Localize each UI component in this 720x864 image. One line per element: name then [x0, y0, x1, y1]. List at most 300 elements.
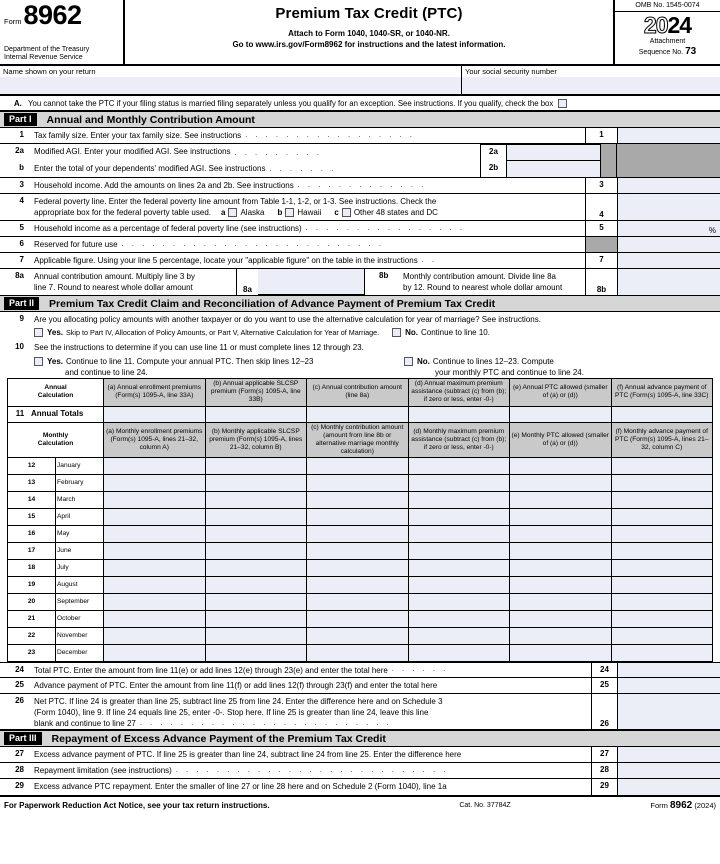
line-2a-leader: . . . . . . . . .	[234, 150, 323, 157]
department-line-2: Internal Revenue Service	[4, 54, 83, 62]
ssn-field-wrapper[interactable]	[462, 66, 720, 94]
line-5-row	[0, 221, 720, 237]
line-4-option-a-label: Alaska	[240, 208, 265, 217]
ssn-caption: Your social security number	[465, 67, 557, 76]
line-25-leader	[437, 691, 591, 693]
line-4-text-wrap	[30, 194, 585, 220]
form-number-group	[4, 2, 119, 29]
part-3-banner	[0, 730, 720, 747]
line-7-value[interactable]	[617, 253, 720, 268]
line-3-value[interactable]	[617, 178, 720, 193]
other-48-states-checkbox[interactable]	[342, 208, 351, 217]
month-row-label: December	[56, 645, 104, 662]
line-a-checkbox[interactable]	[558, 99, 567, 108]
line-8b-number: 8b	[379, 271, 389, 280]
table-row	[8, 458, 713, 475]
part-1-banner	[0, 111, 720, 128]
month-cell-f[interactable]	[611, 475, 713, 492]
line-27-row	[0, 747, 720, 763]
line-1-box-label: 1	[585, 128, 617, 143]
line-6-leader: . . . . . . . . . . . . . . . . . . . . . . . . . .	[121, 241, 384, 248]
monthly-col-d-header: (d) Monthly maximum premium assistance (subtract (c) from (b); if zero or less, enter -0-)	[408, 422, 510, 458]
attach-instruction: Attach to Form 1040, 1040-SR, or 1040-NR.	[288, 29, 450, 38]
month-cell-b[interactable]	[205, 645, 307, 662]
table-row	[8, 628, 713, 645]
omb-number: OMB No. 1545-0074	[615, 0, 720, 12]
ssn-input[interactable]	[462, 77, 720, 94]
line-7-leader: . .	[421, 257, 438, 264]
table-row	[8, 577, 713, 594]
month-row-label: April	[56, 509, 104, 526]
month-cell-d[interactable]	[408, 526, 510, 543]
month-cell-a[interactable]	[104, 543, 206, 560]
month-cell-d[interactable]	[408, 611, 510, 628]
month-row-label: February	[56, 475, 104, 492]
line-5-percent-symbol: %	[708, 226, 716, 235]
line-3-row	[0, 178, 720, 194]
month-cell-b[interactable]	[205, 577, 307, 594]
line-24-leader: . . . . . .	[391, 666, 449, 674]
line-10-yes-option[interactable]	[34, 356, 404, 378]
annual-calculation-label	[8, 379, 104, 407]
line-28-text: Repayment limitation (see instructions)	[34, 766, 172, 776]
department-block	[4, 46, 119, 64]
month-cell-c[interactable]	[307, 475, 409, 492]
attachment-label: Attachment	[649, 38, 686, 45]
month-cell-e[interactable]	[510, 543, 612, 560]
month-cell-f[interactable]	[611, 543, 713, 560]
footer-form-number: 8962	[669, 799, 693, 811]
table-row	[8, 645, 713, 662]
line-8a-value[interactable]	[258, 269, 364, 295]
line-1-text-wrap	[30, 128, 585, 143]
line-3-text: Household income. Add the amounts on lines 2a and 2b. See instructions	[34, 181, 294, 190]
form-footer	[0, 795, 720, 812]
month-row-number: 17	[8, 543, 56, 560]
form-word-label: Form	[4, 17, 22, 26]
month-cell-e[interactable]	[510, 577, 612, 594]
line-3-number: 3	[19, 180, 24, 189]
month-cell-e[interactable]	[510, 611, 612, 628]
name-caption: Name shown on your return	[3, 67, 96, 76]
month-cell-a[interactable]	[104, 645, 206, 662]
line-24-value[interactable]	[617, 663, 720, 677]
line-2b-number: b	[19, 163, 24, 172]
annual-totals-row	[8, 406, 713, 422]
month-cell-d[interactable]	[408, 475, 510, 492]
line-2b-shade-right	[616, 161, 720, 177]
month-cell-f[interactable]	[611, 526, 713, 543]
month-cell-a[interactable]	[104, 475, 206, 492]
line-8a-text-2: line 7. Round to nearest whole dollar amount	[34, 283, 193, 292]
month-row-number: 21	[8, 611, 56, 628]
tax-year-suffix: 24	[667, 12, 692, 38]
line-2a-value[interactable]	[506, 144, 600, 161]
line-10-text-wrap	[30, 340, 720, 378]
month-row-label: January	[56, 458, 104, 475]
month-row-label: March	[56, 492, 104, 509]
line-2a-box-label: 2a	[480, 144, 506, 161]
line-4-option-b-label: Hawaii	[297, 208, 322, 217]
attachment-sequence	[615, 38, 720, 58]
month-cell-d[interactable]	[408, 577, 510, 594]
line-25-box-label: 25	[591, 678, 617, 693]
catalog-number: Cat. No. 37784Z	[459, 801, 511, 809]
line-1-row	[0, 128, 720, 144]
line-10-row	[0, 340, 720, 378]
line-4-value[interactable]	[617, 194, 720, 220]
line-10-no-checkbox[interactable]	[404, 357, 413, 366]
month-row-label: September	[56, 594, 104, 611]
month-cell-b[interactable]	[205, 611, 307, 628]
line-26-number: 26	[15, 696, 24, 706]
month-cell-b[interactable]	[205, 560, 307, 577]
line-26-value[interactable]	[617, 694, 720, 729]
month-cell-a[interactable]	[104, 611, 206, 628]
footer-form-year: (2024)	[694, 800, 716, 810]
line-8a-text-wrap	[30, 269, 236, 295]
month-cell-a[interactable]	[104, 509, 206, 526]
line-26-text-1: Net PTC. If line 24 is greater than line 25, subtract line 25 from line 24. Enter the difference here and on Schedule 3	[34, 697, 443, 707]
annual-header-row	[8, 379, 713, 407]
month-cell-f[interactable]	[611, 628, 713, 645]
annual-total-a[interactable]	[104, 406, 206, 422]
table-row	[8, 475, 713, 492]
line-6-row	[0, 237, 720, 253]
annual-total-c[interactable]	[307, 406, 409, 422]
month-cell-a[interactable]	[104, 628, 206, 645]
line-26-box-label: 26	[591, 694, 617, 729]
line-10-no-text-1: Continue to lines 12–23. Compute	[432, 357, 554, 366]
line-4-option-c[interactable]	[334, 207, 438, 218]
line-26-row	[0, 694, 720, 730]
line-2b-value[interactable]	[506, 161, 600, 177]
form-masthead	[0, 0, 720, 66]
line-4-option-a[interactable]	[221, 207, 264, 218]
month-cell-a[interactable]	[104, 526, 206, 543]
annual-totals-label: Annual Totals	[31, 409, 84, 418]
line-2a-number: 2a	[15, 146, 24, 155]
month-cell-d[interactable]	[408, 560, 510, 577]
month-cell-a[interactable]	[104, 458, 206, 475]
month-cell-e[interactable]	[510, 628, 612, 645]
line-1-number: 1	[19, 130, 24, 139]
annual-col-e-header: (e) Annual PTC allowed (smaller of (a) or (d))	[510, 379, 612, 407]
month-cell-b[interactable]	[205, 543, 307, 560]
annual-total-e[interactable]	[510, 406, 612, 422]
line-3-text-wrap	[30, 178, 585, 193]
footer-form-id	[566, 800, 720, 811]
month-cell-a[interactable]	[104, 577, 206, 594]
month-cell-a[interactable]	[104, 594, 206, 611]
line-10-no-bold: No.	[417, 357, 430, 366]
monthly-label-2: Calculation	[37, 440, 74, 448]
line-4-option-a-letter: a	[221, 208, 226, 217]
annual-total-b[interactable]	[205, 406, 307, 422]
line-25-value[interactable]	[617, 678, 720, 693]
line-9-no-option[interactable]	[392, 327, 490, 338]
month-cell-d[interactable]	[408, 509, 510, 526]
month-row-label: November	[56, 628, 104, 645]
line-2b-text-wrap	[30, 161, 480, 177]
month-cell-d[interactable]	[408, 543, 510, 560]
line-25-text-wrap	[30, 678, 591, 693]
month-cell-b[interactable]	[205, 509, 307, 526]
line-9-yes-bold: Yes.	[47, 328, 64, 337]
line-25-row	[0, 678, 720, 694]
line-10-yes-bold: Yes.	[47, 357, 64, 366]
month-cell-b[interactable]	[205, 594, 307, 611]
month-row-number: 13	[8, 475, 56, 492]
month-cell-e[interactable]	[510, 560, 612, 577]
month-cell-c[interactable]	[307, 645, 409, 662]
month-cell-b[interactable]	[205, 526, 307, 543]
line-26-text-3-wrap	[34, 718, 591, 731]
line-5-text-wrap	[30, 221, 585, 236]
line-8b-text-1: Monthly contribution amount. Divide line 8a	[403, 272, 556, 281]
month-cell-c[interactable]	[307, 543, 409, 560]
annual-totals-number: 11	[15, 409, 25, 418]
line-8b-value[interactable]	[617, 269, 720, 295]
line-28-number: 28	[15, 765, 24, 775]
month-cell-a[interactable]	[104, 492, 206, 509]
month-cell-d[interactable]	[408, 594, 510, 611]
line-4-options	[34, 207, 585, 218]
month-cell-c[interactable]	[307, 458, 409, 475]
month-cell-c[interactable]	[307, 628, 409, 645]
line-28-leader: . . . . . . . . . . . . . . . . . . . . . . . . . . .	[175, 767, 449, 775]
line-5-leader: . . . . . . . . . . . . . . . .	[305, 225, 466, 232]
annual-total-d[interactable]	[408, 406, 510, 422]
line-5-value-wrap[interactable]	[617, 221, 720, 236]
line-8b-text-wrap	[399, 269, 585, 295]
line-3-box-label: 3	[585, 178, 617, 193]
line-27-text-wrap	[30, 747, 591, 762]
month-cell-b[interactable]	[205, 492, 307, 509]
line-27-leader	[461, 760, 591, 762]
line-6-text-wrap	[30, 237, 585, 252]
line-4-box-label: 4	[585, 194, 617, 220]
line-10-question: See the instructions to determine if you can use line 11 or must complete lines 12 through 23.	[34, 343, 364, 352]
line-27-number: 27	[15, 749, 24, 759]
month-cell-b[interactable]	[205, 475, 307, 492]
month-cell-e[interactable]	[510, 526, 612, 543]
form-identifier-block	[0, 0, 125, 64]
line-26-leader: . . . . . . . . . . . . . . . . . . . . . . . . .	[139, 720, 392, 728]
line-1-value[interactable]	[617, 128, 720, 143]
part-3-title: Repayment of Excess Advance Payment of the Premium Tax Credit	[51, 732, 386, 745]
month-cell-c[interactable]	[307, 594, 409, 611]
line-10-no-text-2: your monthly PTC and continue to line 24.	[435, 368, 584, 377]
annual-total-f[interactable]	[611, 406, 713, 422]
line-27-value[interactable]	[617, 747, 720, 762]
line-2a-row	[0, 144, 720, 161]
month-cell-c[interactable]	[307, 611, 409, 628]
month-cell-f[interactable]	[611, 458, 713, 475]
monthly-col-f-header: (f) Monthly advance payment of PTC (Form(s) 1095-A, lines 21–32, column C)	[611, 422, 713, 458]
month-row-number: 22	[8, 628, 56, 645]
line-8a-number: 8a	[15, 271, 24, 280]
line-a-row	[0, 96, 720, 111]
line-9-yes-checkbox[interactable]	[34, 328, 43, 337]
line-29-row	[0, 779, 720, 795]
name-field-wrapper[interactable]	[0, 66, 462, 94]
line-9-number: 9	[19, 314, 24, 323]
table-row	[8, 526, 713, 543]
line-26-text-3: blank and continue to line 27	[34, 719, 136, 729]
name-input[interactable]	[0, 77, 461, 94]
paperwork-notice: For Paperwork Reduction Act Notice, see your tax return instructions.	[4, 800, 270, 810]
annual-col-c-header: (c) Annual contribution amount (line 8a)	[307, 379, 409, 407]
month-row-label: October	[56, 611, 104, 628]
goto-instruction: Go to www.irs.gov/Form8962 for instructions and the latest information.	[232, 40, 506, 49]
line-2b-shade-left	[600, 161, 616, 177]
line-9-no-checkbox[interactable]	[392, 328, 401, 337]
month-cell-d[interactable]	[408, 645, 510, 662]
line-4-option-b[interactable]	[277, 207, 321, 218]
month-cell-e[interactable]	[510, 492, 612, 509]
part-2-title: Premium Tax Credit Claim and Reconciliation of Advance Payment of Premium Tax Credit	[49, 297, 496, 310]
line-7-text-wrap	[30, 253, 585, 268]
month-row-number: 20	[8, 594, 56, 611]
part-1-title: Annual and Monthly Contribution Amount	[46, 113, 255, 126]
month-cell-e[interactable]	[510, 594, 612, 611]
line-24-box-label: 24	[591, 663, 617, 677]
line-9-no-text: Continue to line 10.	[421, 328, 490, 337]
line-7-number: 7	[19, 255, 24, 264]
month-cell-c[interactable]	[307, 509, 409, 526]
line-9-text-wrap	[30, 312, 720, 340]
monthly-col-c-header: (c) Monthly contribution amount (amount from line 8b or alternative marriage monthly calculation)	[307, 422, 409, 458]
annual-col-b-header: (b) Annual applicable SLCSP premium (Form(s) 1095-A, line 33B)	[205, 379, 307, 407]
annual-col-a-header: (a) Annual enrollment premiums (Form(s) 1095-A, line 33A)	[104, 379, 206, 407]
line-9-no-bold: No.	[405, 328, 418, 337]
month-cell-e[interactable]	[510, 458, 612, 475]
month-row-label: June	[56, 543, 104, 560]
line-10-number: 10	[15, 342, 24, 351]
alaska-checkbox[interactable]	[228, 208, 237, 217]
table-row	[8, 492, 713, 509]
line-8-row	[0, 269, 720, 295]
line-4-option-c-letter: c	[334, 208, 339, 217]
month-cell-f[interactable]	[611, 594, 713, 611]
line-8b-text-2: by 12. Round to nearest whole dollar amount	[403, 283, 563, 292]
line-29-box-label: 29	[591, 779, 617, 795]
monthly-col-b-header: (b) Monthly applicable SLCSP premium (Form(s) 1095-A, lines 21–32, column B)	[205, 422, 307, 458]
month-cell-b[interactable]	[205, 628, 307, 645]
month-cell-d[interactable]	[408, 458, 510, 475]
line-1-leader: . . . . . . . . . . . . . . . . .	[245, 132, 415, 139]
line-28-value[interactable]	[617, 763, 720, 778]
line-8a-text-1: Annual contribution amount. Multiply line 3 by	[34, 272, 195, 281]
month-row-number: 16	[8, 526, 56, 543]
month-cell-f[interactable]	[611, 577, 713, 594]
month-cell-f[interactable]	[611, 509, 713, 526]
line-29-number: 29	[15, 781, 24, 791]
line-10-yes-checkbox[interactable]	[34, 357, 43, 366]
month-cell-b[interactable]	[205, 458, 307, 475]
line-10-no-option[interactable]	[404, 356, 720, 378]
line-a-letter: A.	[14, 98, 22, 108]
line-29-value[interactable]	[617, 779, 720, 795]
annual-col-d-header: (d) Annual maximum premium assistance (subtract (c) from (b); if zero or less, enter -0-)	[408, 379, 510, 407]
line-24-text: Total PTC. Enter the amount from line 11(e) or add lines 12(e) through 23(e) and enter the total here	[34, 666, 388, 676]
tax-year-prefix: 20	[643, 12, 668, 38]
part-1-tag: Part I	[4, 113, 37, 126]
hawaii-checkbox[interactable]	[285, 208, 294, 217]
month-rows-body	[8, 458, 713, 662]
month-row-number: 19	[8, 577, 56, 594]
line-8-gap	[364, 269, 377, 295]
line-8a-box-label: 8a	[236, 269, 258, 295]
month-cell-a[interactable]	[104, 560, 206, 577]
line-9-yes-text: Skip to Part IV, Allocation of Policy Amounts, or Part V, Alternative Calculation for Year of Marriage.	[66, 328, 380, 337]
month-cell-e[interactable]	[510, 645, 612, 662]
line-10-options	[34, 356, 720, 378]
line-4-number: 4	[19, 196, 24, 205]
month-cell-c[interactable]	[307, 577, 409, 594]
attachment-seq-label: Sequence No.	[638, 49, 684, 57]
month-cell-e[interactable]	[510, 475, 612, 492]
line-2a-shade-left	[600, 144, 616, 161]
month-cell-e[interactable]	[510, 509, 612, 526]
line-29-text-wrap	[30, 779, 591, 795]
line-4-row	[0, 194, 720, 221]
line-2a-shade-right	[616, 144, 720, 161]
part-3-tag: Part III	[4, 732, 42, 745]
line-4-text-1: Federal poverty line. Enter the federal poverty line amount from Table 1-1, 1-2, or 1-3. See instructions. Check the	[34, 197, 437, 206]
month-cell-f[interactable]	[611, 560, 713, 577]
line-2a-text: Modified AGI. Enter your modified AGI. See instructions	[34, 147, 231, 156]
line-4-text-2: appropriate box for the federal poverty table used.	[34, 208, 211, 217]
month-cell-c[interactable]	[307, 526, 409, 543]
tax-year	[615, 14, 720, 37]
line-10-yes-text-1: Continue to line 11. Compute your annual PTC. Then skip lines 12–23	[66, 357, 314, 366]
line-2b-text: Enter the total of your dependents' modified AGI. See instructions	[34, 164, 266, 173]
table-row	[8, 594, 713, 611]
line-26-text-2: (Form 1040), line 9. If line 24 equals line 25, enter -0-. Stop here. If line 25 is greater than line 24, leave this line	[34, 708, 429, 718]
identity-row	[0, 66, 720, 96]
line-2a-text-wrap	[30, 144, 480, 161]
month-cell-f[interactable]	[611, 645, 713, 662]
month-cell-d[interactable]	[408, 628, 510, 645]
line-27-text: Excess advance payment of PTC. If line 25 is greater than line 24, subtract line 24 from line 25. Enter the difference here	[34, 750, 462, 760]
month-cell-f[interactable]	[611, 492, 713, 509]
month-cell-f[interactable]	[611, 611, 713, 628]
form-number: 8962	[23, 0, 82, 30]
part-2-banner	[0, 295, 720, 312]
month-row-label: May	[56, 526, 104, 543]
month-row-number: 14	[8, 492, 56, 509]
month-cell-d[interactable]	[408, 492, 510, 509]
monthly-header-row	[8, 422, 713, 458]
month-cell-c[interactable]	[307, 492, 409, 509]
table-row	[8, 611, 713, 628]
month-row-number: 15	[8, 509, 56, 526]
line-9-row	[0, 312, 720, 340]
table-row	[8, 509, 713, 526]
month-cell-c[interactable]	[307, 560, 409, 577]
table-row	[8, 560, 713, 577]
footer-form-word: Form	[650, 800, 668, 810]
department-line-1: Department of the Treasury	[4, 45, 90, 53]
line-5-text: Household income as a percentage of federal poverty line (see instructions)	[34, 224, 302, 233]
line-8b-box-label: 8b	[585, 269, 617, 295]
line-9-yes-option[interactable]	[34, 327, 379, 338]
line-28-text-wrap	[30, 763, 591, 778]
line-6-number: 6	[19, 239, 24, 248]
month-row-number: 18	[8, 560, 56, 577]
